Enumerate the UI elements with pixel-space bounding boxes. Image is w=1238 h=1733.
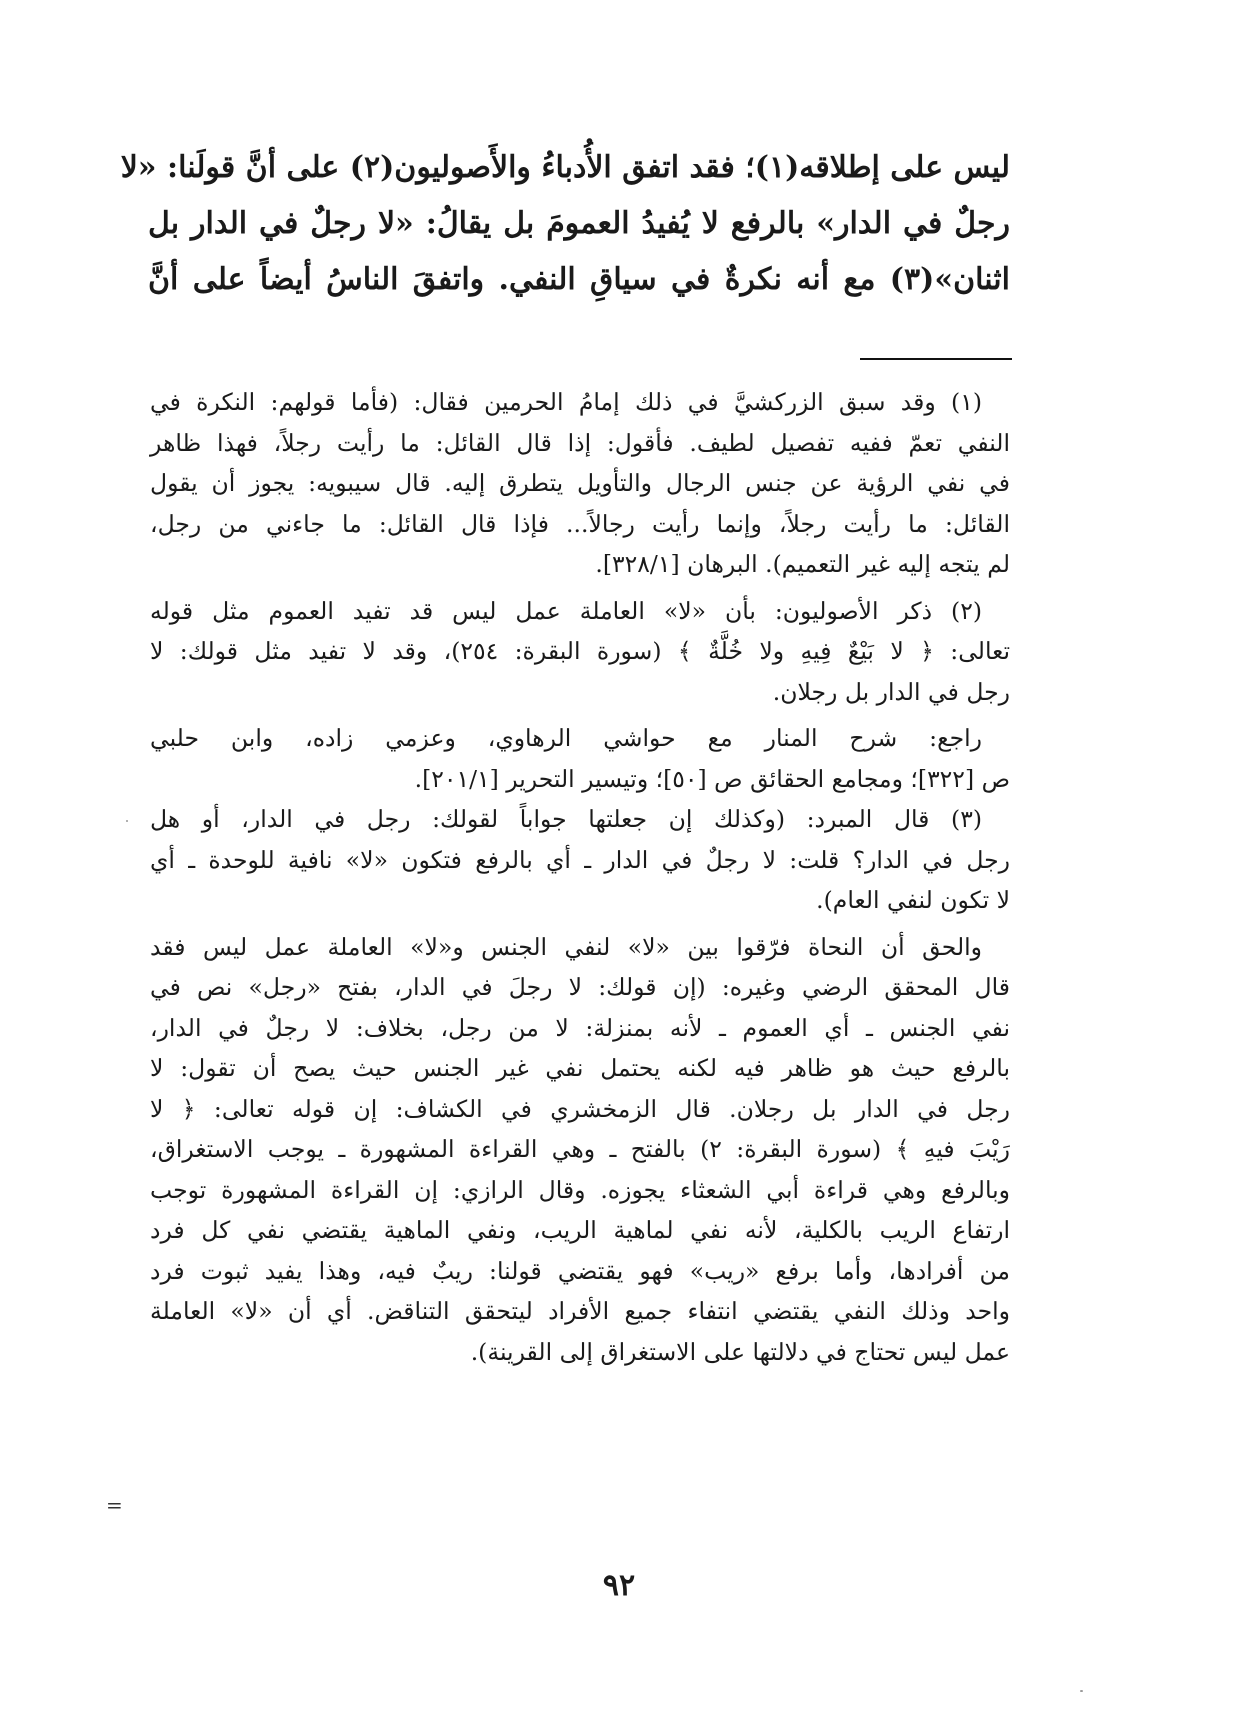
footnote-line: لا تكون لنفي العام).: [816, 886, 1010, 914]
main-text: [120, 140, 1010, 308]
footnote-separator: [860, 358, 1012, 360]
footnote-line: عمل ليس تحتاج في دلالتها على الاستغراق إلى القرينة).: [470, 1337, 1010, 1366]
main-line: ليس على إطلاقه(١)؛ فقد اتفق الأُدباءُ والأَصوليون(٢) على أنَّ قولَنا: «لا: [120, 150, 1010, 185]
footnote-line: القائل: ما رأيت رجلاً، وإنما رأيت رجالاً... فإذا قال القائل: ما جاءني من رجل،: [150, 509, 1010, 538]
main-line: اثنان»(٣) مع أنه نكرةٌ في سياقِ النفي. واتفقَ الناسُ أيضاً على أنَّ: [148, 262, 1010, 297]
scan-speck: [126, 820, 128, 822]
page-number: ٩٢: [602, 1568, 636, 1603]
footnote-line: ارتفاع الريب بالكلية، لأنه نفي لماهية الريب، ونفي الماهية يقتضي نفي كل فرد: [150, 1216, 1010, 1244]
footnote-line: في نفي الرؤية عن جنس الرجال والتأويل يتطرق إليه. قال سيبويه: يجوز أن يقول: [150, 469, 1010, 497]
footnote-line: بالرفع حيث هو ظاهر فيه لكنه يحتمل نفي غير الجنس حيث يصح أن تقول: لا: [150, 1054, 1010, 1082]
footnote-line: من أفرادها، وأما برفع «ريب» فهو يقتضي قولنا: ريبٌ فيه، وهذا يفيد ثبوت فرد: [150, 1256, 1010, 1285]
footnote-line: رجل في الدار؟ قلت: لا رجلٌ في الدار ـ أي بالرفع فتكون «لا» نافية للوحدة ـ أي: [150, 845, 1010, 874]
footnote-line: راجع: شرح المنار مع حواشي الرهاوي، وعزمي زاده، وابن حلبي: [150, 724, 982, 752]
footnote-line: (١) وقد سبق الزركشيَّ في ذلك إمامُ الحرمين فقال: (فأما قولهم: النكرة في: [150, 388, 982, 416]
footnote-line: تعالى: ﴿ لا بَيْعٌ فِيهِ ولا خُلَّةٌ ﴾ (سورة البقرة: ٢٥٤)، وقد لا تفيد مثل قولك: لا: [150, 637, 1010, 665]
footnote-line: لم يتجه إليه غير التعميم). البرهان [٣٢٨/١].: [595, 550, 1010, 578]
footnote-line: النفي تعمّ ففيه تفصيل لطيف. فأقول: إذا قال القائل: ما رأيت رجلاً، فهذا ظاهر: [150, 428, 1010, 457]
margin-mark: =: [106, 1493, 123, 1517]
footnote-line: ص [٣٢٢]؛ ومجامع الحقائق ص [٥٠]؛ وتيسير التحرير [٢٠١/١].: [414, 764, 1010, 793]
footnote-line: رَيْبَ فيهِ ﴾ (سورة البقرة: ٢) بالفتح ـ وهي القراءة المشهورة ـ يوجب الاستغراق،: [150, 1135, 1010, 1163]
scan-speck: [1080, 1690, 1083, 1692]
footnote-line: (٢) ذكر الأصوليون: بأن «لا» العاملة عمل ليس قد تفيد العموم مثل قوله: [150, 596, 982, 625]
footnote-line: والحق أن النحاة فرّقوا بين «لا» لنفي الجنس و«لا» العاملة عمل ليس فقد: [150, 932, 982, 961]
footnote-line: واحد وذلك النفي يقتضي انتفاء جميع الأفراد ليتحقق التناقض. أي أن «لا» العاملة: [150, 1297, 1010, 1325]
footnote-line: رجل في الدار بل رجلان. قال الزمخشري في الكشاف: إن قوله تعالى: ﴿ لا: [150, 1094, 1010, 1123]
footnotes: [150, 382, 1010, 1372]
footnote-line: رجل في الدار بل رجلان.: [772, 677, 1010, 706]
footnote-line: وبالرفع وهي قراءة أبي الشعثاء يجوزه. وقال الرازي: إن القراءة المشهورة توجب: [150, 1175, 1010, 1204]
main-line: رجلٌ في الدار» بالرفع لا يُفيدُ العمومَ بل يقالُ: «لا رجلٌ في الدار بل: [148, 206, 1010, 241]
footnote-line: نفي الجنس ـ أي العموم ـ لأنه بمنزلة: لا من رجل، بخلاف: لا رجلٌ في الدار،: [150, 1013, 1010, 1042]
footnote-line: قال المحقق الرضي وغيره: (إن قولك: لا رجلَ في الدار، بفتح «رجل» نص في: [150, 973, 1010, 1001]
footnote-line: (٣) قال المبرد: (وكذلك إن جعلتها جواباً لقولك: رجل في الدار، أو هل: [150, 805, 982, 833]
